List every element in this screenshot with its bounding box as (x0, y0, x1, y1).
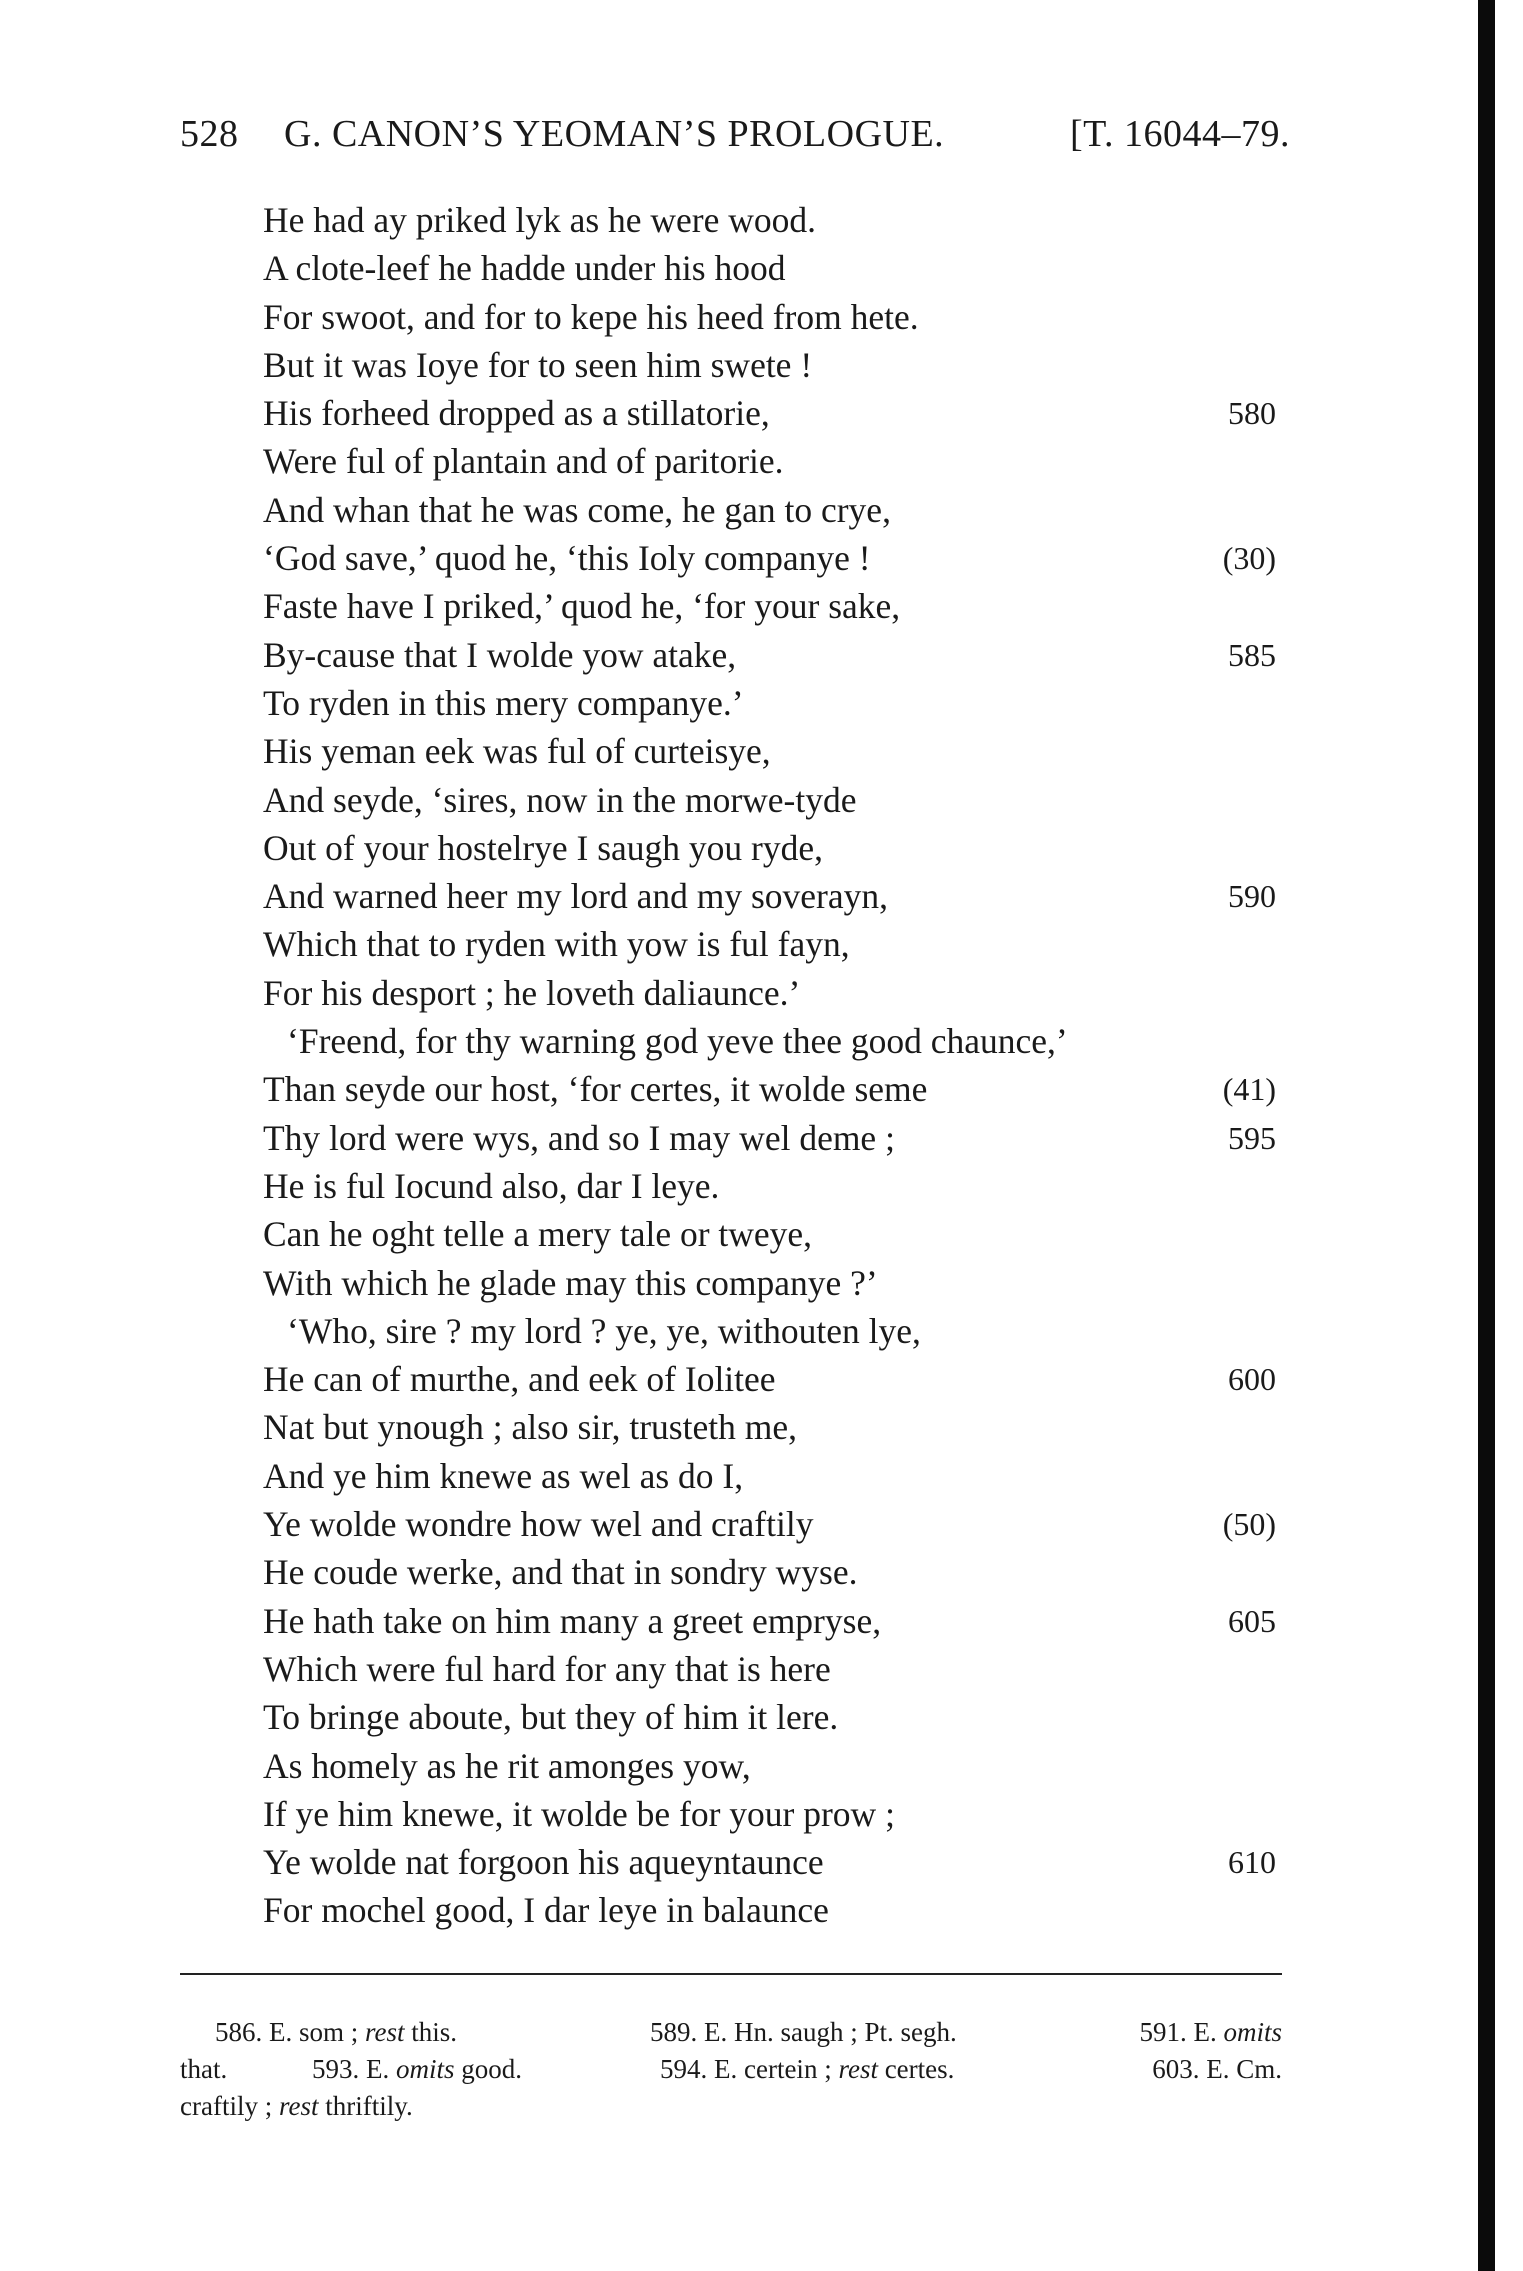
verse-text: To bringe aboute, but they of him it lere. (263, 1697, 839, 1738)
line-number: 600 (1228, 1361, 1276, 1398)
verse-line (0, 920, 1523, 968)
verse-text: As homely as he rit amonges yow, (263, 1745, 751, 1786)
verse-text: Out of your hostelrye I saugh you ryde, (263, 827, 823, 868)
verse-text: He hath take on him many a greet empryse, (263, 1600, 882, 1641)
verse-line (0, 196, 1523, 244)
verse-text: Thy lord were wys, and so I may wel deme ; (263, 1117, 895, 1158)
verse-text: By-cause that I wolde yow atake, (263, 634, 737, 675)
line-number: 590 (1228, 878, 1276, 915)
verse-text: And warned heer my lord and my soverayn, (263, 876, 889, 917)
verse-line (0, 824, 1523, 872)
footnote-594: 594. E. certein ; rest certes. (660, 2054, 955, 2084)
verse-text: And ye him knewe as wel as do I, (263, 1455, 744, 1496)
footnote-603: 603. E. Cm. (1152, 2054, 1282, 2084)
verse-text: Can he oght telle a mery tale or tweye, (263, 1214, 813, 1255)
verse-line (0, 1065, 1523, 1113)
verse-text: ‘God save,’ quod he, ‘this Ioly companye ! (263, 538, 871, 579)
verse-line (0, 969, 1523, 1017)
verse-line (0, 1548, 1523, 1596)
footnote-586: 586. E. som ; rest this. (215, 2017, 458, 2047)
verse-line (0, 1210, 1523, 1258)
footnote-591: 591. E. omits (1139, 2017, 1282, 2047)
verse-text: ‘Who, sire ? my lord ? ye, ye, withouten lye, (287, 1310, 921, 1351)
verse-line (0, 244, 1523, 292)
verse-line (0, 872, 1523, 920)
verse-text: For his desport ; he loveth daliaunce.’ (263, 972, 801, 1013)
verse-text: ‘Freend, for thy warning god yeve thee good chaunce,’ (287, 1021, 1068, 1062)
verse-text: For mochel good, I dar leye in balaunce (263, 1890, 829, 1931)
verse-line (0, 486, 1523, 534)
line-number: (50) (1222, 1506, 1276, 1543)
verse-text: Were ful of plantain and of paritorie. (263, 441, 784, 482)
footnote-589: 589. E. Hn. saugh ; Pt. segh. (650, 2017, 957, 2047)
verse-text: Ye wolde nat forgoon his aqueyntaunce (263, 1842, 824, 1883)
verse-line (0, 389, 1523, 437)
verse-line (0, 1886, 1523, 1934)
verse-text: Ye wolde wondre how wel and craftily (263, 1504, 814, 1545)
verse-line (0, 727, 1523, 775)
verse-text: A clote-leef he hadde under his hood (263, 248, 786, 289)
line-number: (30) (1222, 540, 1276, 577)
verse-line (0, 1597, 1523, 1645)
tyrwhitt-reference: [T. 16044–79. (1069, 113, 1290, 155)
verse-line (0, 1693, 1523, 1741)
verse-text: With which he glade may this companye ?’ (263, 1262, 878, 1303)
verse-text: He coude werke, and that in sondry wyse. (263, 1552, 858, 1593)
footnote-line (180, 2088, 1282, 2125)
verse-text: And seyde, ‘sires, now in the morwe-tyde (263, 779, 857, 820)
verse-line (0, 534, 1523, 582)
line-number: 585 (1228, 636, 1276, 673)
verse-block (0, 196, 1523, 1935)
verse-text: He is ful Iocund also, dar I leye. (263, 1165, 720, 1206)
footnote-rule (180, 1973, 1282, 1975)
verse-line (0, 1114, 1523, 1162)
footnotes (180, 2014, 1282, 2125)
verse-text: If ye him knewe, it wolde be for your prow ; (263, 1793, 895, 1834)
verse-line (0, 1838, 1523, 1886)
footnote-line (180, 2014, 1282, 2051)
verse-text: And whan that he was come, he gan to crye, (263, 489, 891, 530)
verse-line (0, 1259, 1523, 1307)
verse-line (0, 1355, 1523, 1403)
verse-text: Nat but ynough ; also sir, trusteth me, (263, 1407, 797, 1448)
verse-text: His yeman eek was ful of curteisye, (263, 731, 771, 772)
verse-line (0, 1403, 1523, 1451)
verse-line (0, 437, 1523, 485)
line-number: 595 (1228, 1119, 1276, 1156)
verse-text: He can of murthe, and eek of Iolitee (263, 1359, 776, 1400)
verse-line (0, 1742, 1523, 1790)
verse-text: His forheed dropped as a stillatorie, (263, 393, 770, 434)
line-number: (41) (1222, 1071, 1276, 1108)
verse-line (0, 631, 1523, 679)
footnote-603-cont: craftily ; rest thriftily. (180, 2091, 413, 2121)
line-number: 610 (1228, 1844, 1276, 1881)
footnote-line (180, 2051, 1282, 2088)
footnote-593: 593. E. omits good. (312, 2054, 523, 2084)
page-number: 528 (180, 113, 239, 155)
line-number: 605 (1228, 1602, 1276, 1639)
footnote-591-cont: that. (180, 2054, 228, 2084)
verse-line (0, 1500, 1523, 1548)
verse-line (0, 776, 1523, 824)
verse-line (0, 293, 1523, 341)
verse-line (0, 1790, 1523, 1838)
verse-text: Which that to ryden with yow is ful fayn, (263, 924, 850, 965)
verse-line (0, 1452, 1523, 1500)
verse-line (0, 1162, 1523, 1210)
verse-text: But it was Ioye for to seen him swete ! (263, 344, 813, 385)
verse-line (0, 1645, 1523, 1693)
running-head (180, 112, 1290, 164)
line-number: 580 (1228, 395, 1276, 432)
verse-line (0, 1017, 1523, 1065)
verse-line (0, 582, 1523, 630)
page-title: G. CANON’S YEOMAN’S PROLOGUE. (284, 113, 945, 155)
verse-text: Than seyde our host, ‘for certes, it wolde seme (263, 1069, 928, 1110)
verse-text: He had ay priked lyk as he were wood. (263, 200, 817, 240)
verse-line (0, 679, 1523, 727)
verse-text: Which were ful hard for any that is here (263, 1648, 831, 1689)
verse-text: To ryden in this mery companye.’ (263, 682, 744, 723)
verse-text: For swoot, and for to kepe his heed from hete. (263, 296, 919, 337)
verse-line (0, 341, 1523, 389)
verse-text: Faste have I priked,’ quod he, ‘for your sake, (263, 586, 901, 627)
verse-line (0, 1307, 1523, 1355)
